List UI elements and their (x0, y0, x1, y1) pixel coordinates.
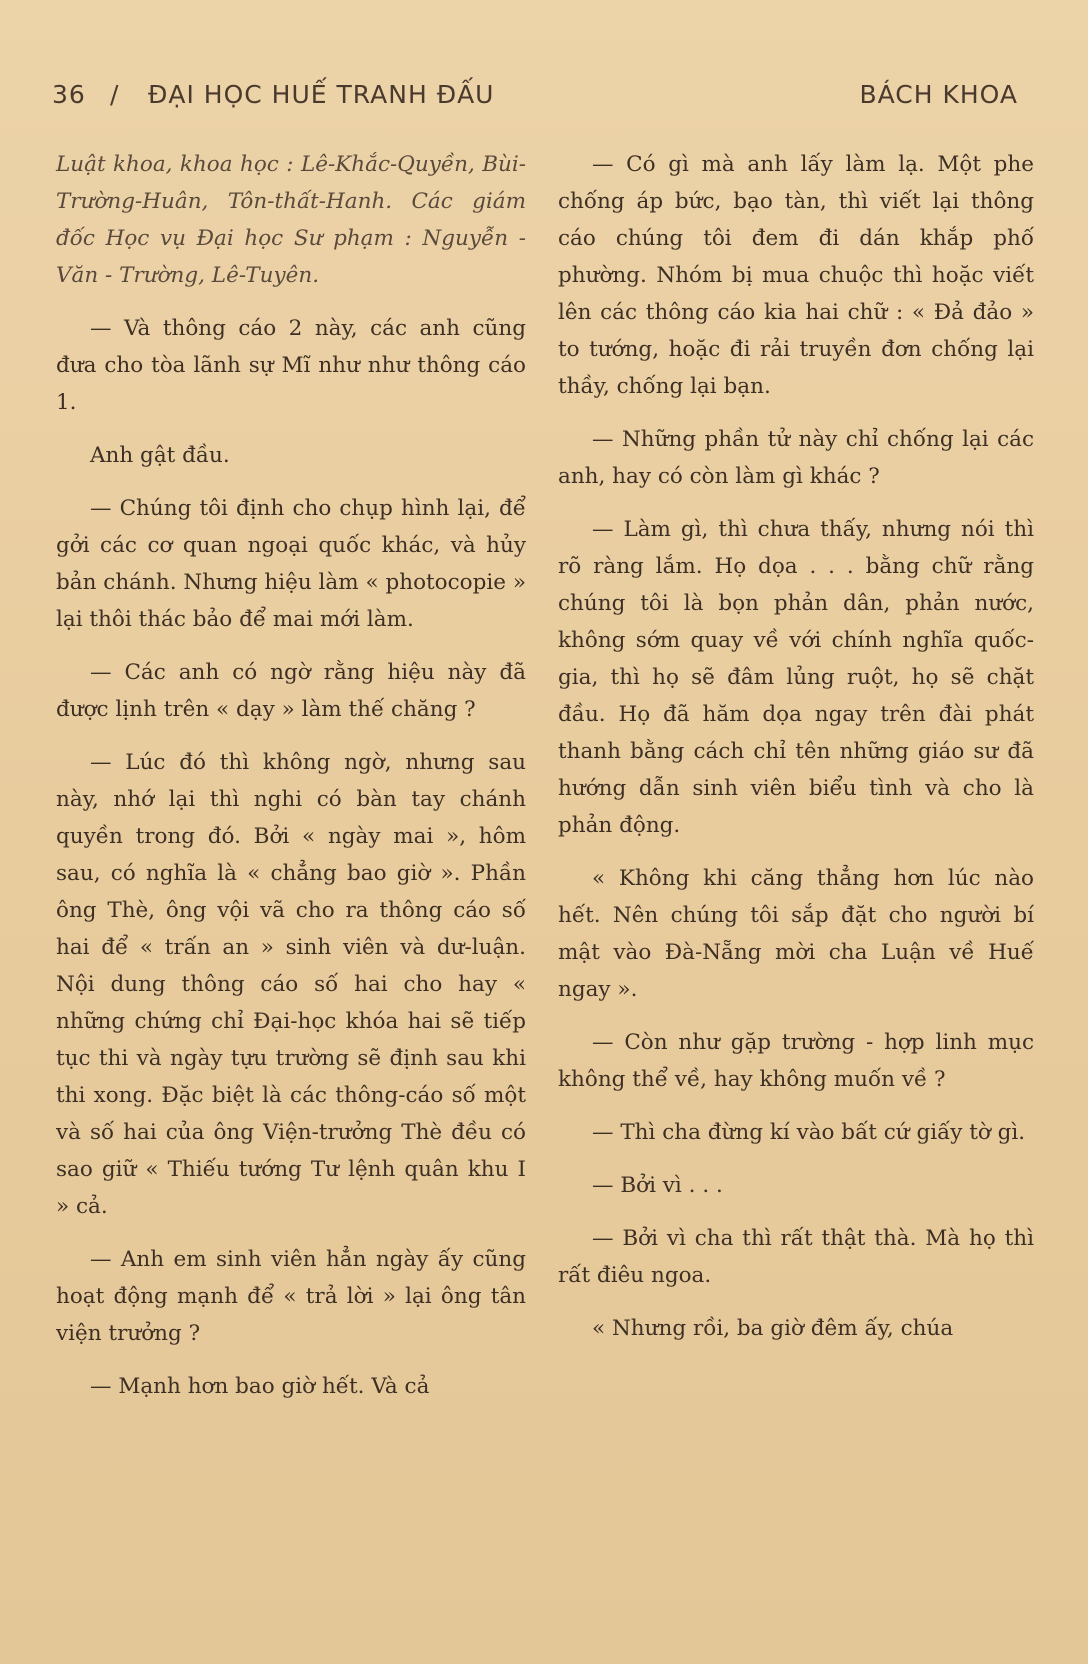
paragraph: — Có gì mà anh lấy làm lạ. Một phe chống áp bức, bạo tàn, thì viết lại thông cáo chúng tôi đem đi dán khắp phố phường. Nhóm bị mua chuộc thì hoặc viết lên các thông cáo kia hai chữ : « Đả đảo » to tướng, hoặc đi rải truyền đơn chống lại thầy, chống lại bạn. (558, 152, 1034, 399)
right-column (558, 146, 1034, 1363)
paragraph: — Những phần tử này chỉ chống lại các anh, hay có còn làm gì khác ? (558, 427, 1034, 489)
paragraph: — Mạnh hơn bao giờ hết. Và cả (90, 1374, 430, 1399)
paragraph: — Thì cha đừng kí vào bất cứ giấy tờ gì. (592, 1120, 1026, 1145)
page-header (52, 80, 1018, 120)
paragraph: Anh gật đầu. (90, 443, 230, 468)
page-number: 36 (52, 80, 86, 109)
paragraph: Luật khoa, khoa học : Lê-Khắc-Quyền, Bùi-Trường-Huân, Tôn-thất-Hanh. Các giám đốc Học vụ Đại học Sư phạm : Nguyễn - Văn - Trường, Lê-Tuyên. (56, 152, 526, 288)
paragraph: — Anh em sinh viên hẳn ngày ấy cũng hoạt động mạnh để « trả lời » lại ông tân viện trưởng ? (56, 1247, 526, 1346)
paragraph: — Lúc đó thì không ngờ, nhưng sau này, nhớ lại thì nghi có bàn tay chánh quyền trong đó. Bởi « ngày mai », hôm sau, có nghĩa là « chẳng bao giờ ». Phần ông Thè, ông vội vã cho ra thông cáo số hai để « trấn an » sinh viên và dư-luận. Nội dung thông cáo số hai cho hay « những chứng chỉ Đại-học khóa hai sẽ tiếp tục thi và ngày tựu trường sẽ định sau khi thi xong. Đặc biệt là các thông-cáo số một và số hai của ông Viện-trưởng Thè đều có sao giữ « Thiếu tướng Tư lệnh quân khu I » cả. (56, 750, 526, 1219)
journal-name: BÁCH KHOA (859, 80, 1018, 109)
paragraph: — Bởi vì . . . (592, 1173, 723, 1198)
paragraph: — Và thông cáo 2 này, các anh cũng đưa cho tòa lãnh sự Mĩ như như thông cáo 1. (56, 316, 526, 415)
header-separator: / (110, 80, 120, 109)
paragraph: « Nhưng rồi, ba giờ đêm ấy, chúa (592, 1316, 954, 1341)
paragraph: — Chúng tôi định cho chụp hình lại, để gởi các cơ quan ngoại quốc khác, và hủy bản chánh. Nhưng hiệu làm « photocopie » lại thôi thác bảo để mai mới làm. (56, 496, 526, 632)
paragraph: — Bởi vì cha thì rất thật thà. Mà họ thì rất điêu ngoa. (558, 1226, 1034, 1288)
running-title: ĐẠI HỌC HUẾ TRANH ĐẤU (148, 80, 495, 109)
paragraph: « Không khi căng thẳng hơn lúc nào hết. Nên chúng tôi sắp đặt cho người bí mật vào Đà-Nẵng mời cha Luận về Huế ngay ». (558, 866, 1034, 1002)
paragraph: — Làm gì, thì chưa thấy, nhưng nói thì rõ ràng lắm. Họ dọa . . . bằng chữ rằng chúng tôi là bọn phản dân, phản nước, không sớm quay về với chính nghĩa quốc-gia, thì họ sẽ đâm lủng ruột, họ sẽ chặt đầu. Họ đã hăm dọa ngay trên đài phát thanh bằng cách chỉ tên những giáo sư đã hướng dẫn sinh viên biểu tình và cho là phản động. (558, 517, 1034, 838)
paragraph: — Còn như gặp trường - hợp linh mục không thể về, hay không muốn về ? (558, 1030, 1034, 1092)
left-column (56, 146, 526, 1421)
paragraph: — Các anh có ngờ rằng hiệu này đã được lịnh trên « dạy » làm thế chăng ? (56, 660, 526, 722)
